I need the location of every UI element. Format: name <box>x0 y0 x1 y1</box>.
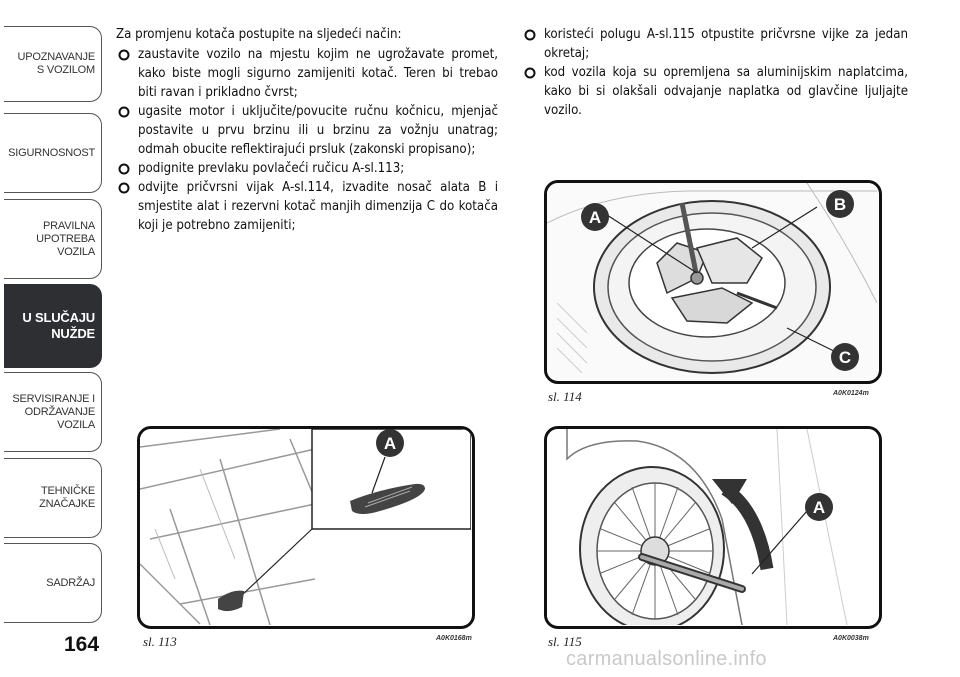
sidebar-tab-u-slucaju-nuzde[interactable]: U SLUČAJU NUŽDE <box>4 284 102 368</box>
right-text-column <box>522 25 908 120</box>
label-a: A <box>383 434 397 453</box>
figure-113-floor-cover <box>137 426 475 629</box>
label-a: A <box>588 208 602 227</box>
caption-115: sl. 115 <box>548 634 582 649</box>
watermark: carmanualsonline.info <box>566 648 767 670</box>
floor-cover-illustration <box>140 429 471 625</box>
list-item: zaustavite vozilo na mjestu kojim ne ugrožavate promet, kako biste mogli sigurno zamijeniti kotač. Teren bi trebao biti ravan i prikladno čvrst; <box>116 45 498 102</box>
sidebar-tab-upoznavanje[interactable]: UPOZNAVANJE S VOZILOM <box>4 26 102 102</box>
label-b: B <box>833 195 847 214</box>
figure-114-spare-wheel <box>544 180 882 384</box>
code-113: A0K0168m <box>436 635 472 642</box>
bullet-circle-icon <box>118 106 130 118</box>
label-a: A <box>812 498 826 517</box>
intro-text: Za promjenu kotača postupite na sljedeći način: <box>116 27 402 42</box>
code-115: A0K0038m <box>833 635 869 642</box>
sidebar-tab-sigurnost[interactable]: SIGURNOSNOST <box>4 113 102 193</box>
caption-114: sl. 114 <box>548 389 582 404</box>
bullet-circle-icon <box>524 29 536 41</box>
code-114: A0K0124m <box>833 390 869 397</box>
list-item: koristeći polugu A-sl.115 otpustite pričvrsne vijke za jedan okretaj; <box>522 25 908 63</box>
figure-115-wheel-lever <box>544 426 882 629</box>
sidebar-tab-pravilna-upotreba[interactable]: PRAVILNA UPOTREBA VOZILA <box>4 199 102 279</box>
steps-list-left <box>116 45 498 235</box>
wheel-lever-illustration <box>547 429 878 625</box>
list-item: kod vozila koja su opremljena sa aluminijskim naplatcima, kako bi si olakšali odvajanje naplatka od glavčine ljuljajte vozilo. <box>522 63 908 120</box>
list-item: podignite prevlaku povlačeći ručicu A-sl.113; <box>116 159 498 178</box>
label-c: C <box>838 348 852 367</box>
sidebar-tab-sadrzaj[interactable]: SADRŽAJ <box>4 543 102 623</box>
list-item: ugasite motor i uključite/povucite ručnu kočnicu, mjenjač postavite u prvu brzinu ili u brzinu za vožnju unatrag; odmah obucite reflektirajući prsluk (zakonski propisano); <box>116 102 498 159</box>
caption-113: sl. 113 <box>143 634 177 649</box>
bullet-circle-icon <box>524 67 536 79</box>
steps-list-right <box>522 25 908 120</box>
spare-wheel-illustration <box>547 183 878 380</box>
bullet-circle-icon <box>118 49 130 61</box>
left-text-column <box>116 25 498 235</box>
list-item: odvijte pričvrsni vijak A-sl.114, izvadite nosač alata B i smjestite alat i rezervni kotač manjih dimenzija C do kotača koji je potrebno zamijeniti; <box>116 178 498 235</box>
bullet-circle-icon <box>118 163 130 175</box>
sidebar-tab-servisiranje[interactable]: SERVISIRANJE I ODRŽAVANJE VOZILA <box>4 372 102 452</box>
page-number: 164 <box>64 633 100 656</box>
bullet-circle-icon <box>118 182 130 194</box>
sidebar-tab-tehnicke-znacajke[interactable]: TEHNIČKE ZNAČAJKE <box>4 458 102 538</box>
